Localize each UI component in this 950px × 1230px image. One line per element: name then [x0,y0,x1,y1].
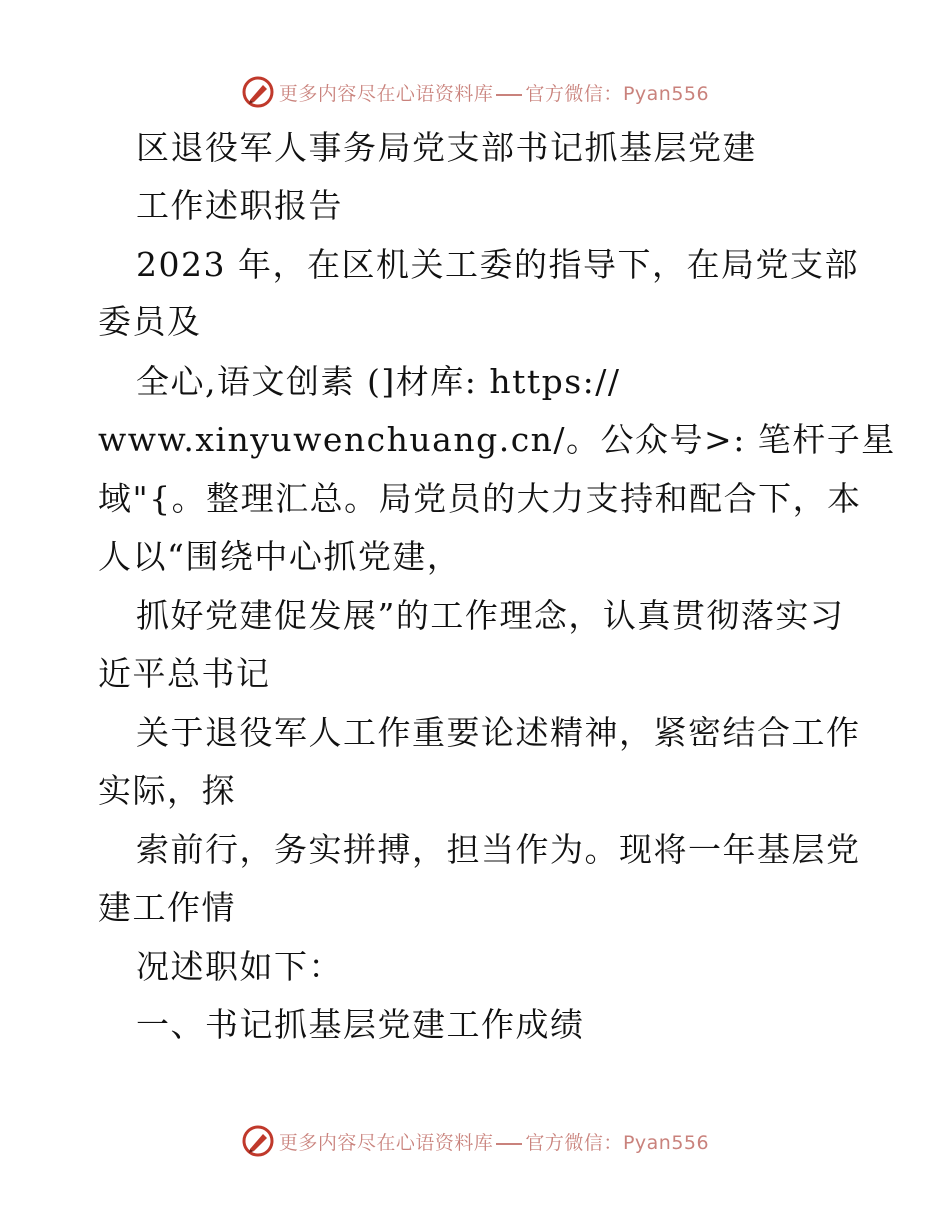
paragraph-line: 抓好党建促发展”的工作理念，认真贯彻落实习 [136,596,845,635]
pen-logo-icon [241,75,275,109]
document-title-line-2: 工作述职报告 [136,186,343,225]
paragraph-line: 人以“围绕中心抓党建， [98,537,462,576]
watermark-text: 更多内容尽在心语资料库 官方微信：Pyan556 [278,1131,710,1154]
paragraph-line: 关于退役军人工作重要论述精神，紧密结合工作 [136,713,861,752]
footer-watermark [0,1121,950,1161]
paragraph-line: 全心,语文创素 (]材库: https:// [136,362,621,401]
pen-logo-icon [241,1124,275,1158]
paragraph-line: 域"{。整理汇总。局党员的大力支持和配合下，本 [98,479,862,518]
paragraph-line: www.xinyuwenchuang.cn/。公众号>: 笔杆子星 [98,420,896,459]
paragraph-line: 实际，探 [98,771,236,810]
paragraph-line: 2023 年，在区机关工委的指导下，在局党支部 [136,245,859,284]
section-heading: 一、书记抓基层党建工作成绩 [136,1005,585,1044]
watermark-text: 更多内容尽在心语资料库 官方微信：Pyan556 [278,82,710,105]
paragraph-line: 况述职如下： [136,947,343,986]
paragraph-line: 索前行，务实拼搏，担当作为。现将一年基层党 [136,830,861,869]
paragraph-line: 委员及 [98,302,202,341]
paragraph-line: 近平总书记 [98,654,271,693]
header-watermark [0,72,950,112]
document-title-line-1: 区退役军人事务局党支部书记抓基层党建 [136,128,757,167]
paragraph-line: 建工作情 [98,888,236,927]
